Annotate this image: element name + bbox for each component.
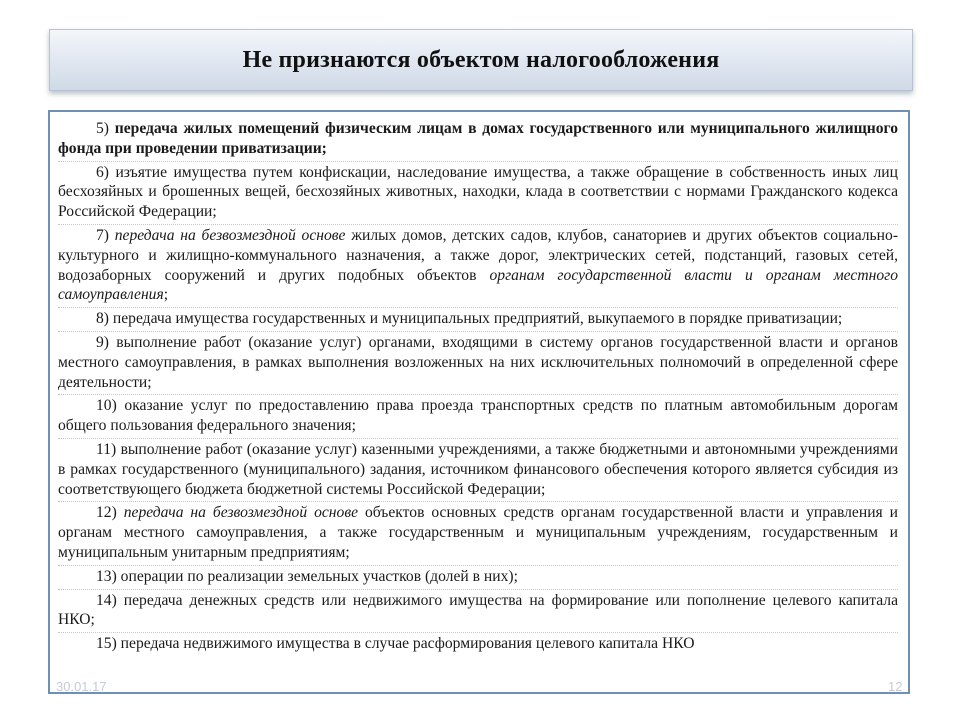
list-item-5 <box>58 118 898 161</box>
content-box <box>48 110 910 694</box>
item-13-text: 13) операции по реализации земельных участков (долей в них); <box>96 567 518 585</box>
item-9-text: 9) выполнение работ (оказание услуг) органами, входящими в систему органов государственной власти и органов местного самоуправления, в рамках выполнения возложенных на них исключительных полномочий в определенной сфере деятельности; <box>58 333 898 391</box>
item-5-number: 5) <box>96 120 115 137</box>
item-5-text: передача жилых помещений физическим лицам в домах государственного или муниципального жилищного фонда при проведении приватизации; <box>58 120 899 157</box>
item-15-text: 15) передача недвижимого имущества в случае расформирования целевого капитала НКО <box>96 635 695 653</box>
item-12-number: 12) <box>96 504 124 522</box>
list-item-13 <box>58 565 898 589</box>
list-item-9 <box>58 331 898 394</box>
list-item-10 <box>58 394 898 438</box>
item-7-italic-2: органам государственной власти и органам местного самоуправления <box>58 266 898 304</box>
list-item-11 <box>58 438 898 501</box>
list-item-14 <box>58 589 898 633</box>
list-item-15 <box>58 632 898 656</box>
item-11-text: 11) выполнение работ (оказание услуг) казенными учреждениями, а также бюджетными и автономными учреждениями в рамках государственного (муниципального) задания, источником финансового обеспечения которого является субсидия из соответствующего бюджета бюджетной системы Российской Федерации; <box>58 440 898 498</box>
item-12-italic: передача на безвозмездной основе <box>123 504 359 522</box>
item-14-text: 14) передача денежных средств или недвижимого имущества на формирование или пополнение целевого капитала НКО; <box>58 591 898 629</box>
item-12-rest: объектов основных средств органам государственной власти и управления и органам местного самоуправления, а также государственным и муниципальным учреждениям, государственным и муниципальным унитарным предприятиям; <box>58 504 898 561</box>
item-7-mid: жилых домов, детских садов, клубов, санаториев и других объектов социально-культурного и жилищно-коммунального назначения, а также дорог, электрических сетей, подстанций, газовых сетей, водозаборных сооружений и других подобных объектов <box>58 226 899 284</box>
list-item-8 <box>58 307 898 331</box>
slide-title-bar <box>49 29 913 91</box>
items-list <box>58 118 898 656</box>
list-item-7 <box>58 224 898 307</box>
item-7-number: 7) <box>96 226 115 244</box>
item-7-italic-1: передача на безвозмездной основе <box>114 226 346 244</box>
list-item-12 <box>58 501 898 564</box>
slide-page-number: 12 <box>888 679 903 694</box>
item-8-text: 8) передача имущества государственных и муниципальных предприятий, выкупаемого в порядке приватизации; <box>96 310 843 328</box>
slide-date: 30.01.17 <box>56 679 107 694</box>
list-item-6 <box>58 161 898 224</box>
item-10-text: 10) оказание услуг по предоставлению права проезда транспортных средств по платным автомобильным дорогам общего пользования федерального значения; <box>58 397 898 435</box>
item-6-text: 6) изъятие имущества путем конфискации, наследование имущества, а также обращение в собственность иных лиц бесхозяйных и брошенных вещей, бесхозяйных животных, находки, клада в соответствии с нормами Гражданского кодекса Российской Федерации; <box>58 163 898 221</box>
item-7-end: ; <box>163 286 169 304</box>
slide-title: Не признаются объектом налогообложения <box>242 46 720 73</box>
